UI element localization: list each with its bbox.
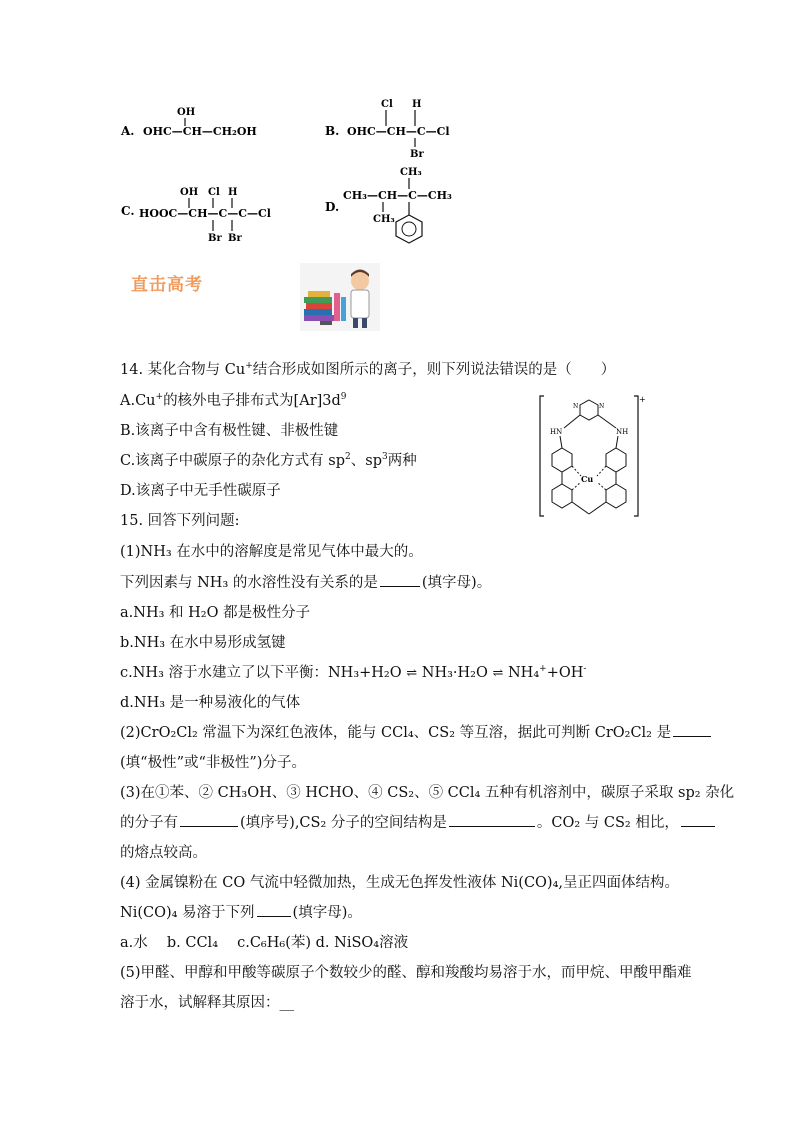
option-c-formula: HOOC—CH—C—C—Cl [139, 207, 271, 220]
option-b-formula: OHC—CH—C—Cl [347, 125, 450, 138]
option-c-br1: Br [208, 233, 222, 244]
structure-options [115, 95, 495, 255]
nh-label: NH [616, 428, 629, 436]
option-b-h: H [412, 99, 422, 110]
q15-part2b: (填“极性”或“非极性”)分子。 [120, 755, 306, 771]
q15-stem: 15. 回答下列问题: [120, 513, 240, 529]
option-d-ch3-bottom: CH₃ [373, 214, 395, 225]
hn-label: HN [550, 428, 563, 436]
option-d-label: D. [325, 200, 340, 214]
option-d-structure [325, 167, 452, 243]
equilibrium-arrow-1-icon: ⇌ [406, 665, 418, 681]
q14-option-a: A.Cu+的核外电子排布式为$[Ar]3d^9$ [120, 392, 347, 409]
option-b-structure [325, 99, 450, 160]
benzene-ring [396, 215, 422, 243]
scientist-illustration [300, 263, 380, 331]
option-c-label: C. [121, 204, 135, 218]
q15-part3: (3)在①苯、② CH₃OH、③ HCHO、④ CS₂、⑤ CCl₄ 五种有机溶剂中，碳原子采取 sp₂ 杂化 [120, 785, 735, 801]
option-a-structure [120, 107, 257, 138]
option-c-h: H [228, 187, 238, 198]
q15-part5b: 溶于水，试解释其原因：__ [120, 995, 294, 1011]
cu-complex-figure [538, 392, 646, 520]
answer-blank-4[interactable] [449, 813, 535, 827]
q14-stem: 14. 某化合物与 Cu+结合形成如图所示的离子，则下列说法错误的是（ ） [120, 361, 616, 378]
option-a-label: A. [121, 124, 135, 138]
q15-part4b: Ni(CO)₄ 易溶于下列 (填字母)。 [120, 905, 362, 921]
option-c-br2: Br [228, 233, 242, 244]
banner-title: 直击高考 [131, 275, 203, 295]
triazine-n2: N [599, 403, 605, 410]
q15-part1b: 下列因素与 NH₃ 的水溶性没有关系的是 (填字母)。 [120, 575, 492, 591]
q15-part4c: a.水 b. CCl₄ c.C₆H₆(苯) d. NiSO₄溶液 [120, 935, 409, 951]
cu-center: Cu [581, 474, 594, 484]
q14-option-d: D.该离子中无手性碳原子 [120, 483, 281, 499]
option-b-br: Br [410, 149, 424, 160]
triazine-n1: N [573, 403, 579, 410]
option-c-structure [121, 187, 271, 244]
q14-option-b: B.该离子中含有极性键、非极性键 [120, 423, 339, 439]
option-d-formula: CH₃—CH—C—CH₃ [343, 189, 452, 202]
q15-option-a: a.NH₃ 和 H₂O 都是极性分子 [120, 605, 311, 621]
q15-option-d: d.NH₃ 是一种易液化的气体 [120, 695, 301, 711]
option-b-cl: Cl [381, 99, 393, 110]
option-a-oh: OH [177, 107, 196, 118]
q15-part1: (1)NH₃ 在水中的溶解度是常见气体中最大的。 [120, 544, 423, 560]
option-d-ch3-top: CH₃ [400, 167, 422, 178]
answer-blank-2[interactable] [673, 723, 711, 737]
option-c-oh: OH [180, 187, 199, 198]
q15-part3c: 的熔点较高。 [120, 845, 207, 861]
q15-part3b: 的分子有 (填序号),CS₂ 分子的空间结构是 。CO₂ 与 CS₂ 相比， [120, 811, 717, 832]
q15-part4: (4) 金属镍粉在 CO 气流中轻微加热，生成无色挥发性液体 Ni(CO)₄,呈正四面体结构。 [120, 875, 679, 891]
q14-option-c: C.该离子中碳原子的杂化方式有 $sp^2$、$sp^3$两种 [120, 452, 417, 469]
q15-part2: (2)CrO₂Cl₂ 常温下为深红色液体，能与 CCl₄、CS₂ 等互溶，据此可判断 CrO₂Cl₂ 是 [120, 721, 713, 742]
q15-option-b: b.NH₃ 在水中易形成氢键 [120, 635, 286, 651]
q15-part5: (5)甲醛、甲醇和甲酸等碳原子个数较少的醛、醇和羧酸均易溶于水，而甲烷、甲酸甲酯难 [120, 965, 692, 981]
option-a-formula: OHC—CH—CH₂OH [143, 125, 257, 138]
option-c-cl: Cl [208, 187, 220, 198]
answer-blank-5[interactable] [681, 813, 715, 827]
ion-charge: + [639, 395, 646, 404]
equilibrium-arrow-2-icon: ⇌ [492, 665, 504, 681]
answer-blank-3[interactable] [180, 813, 238, 827]
answer-blank-1[interactable] [380, 573, 420, 587]
answer-blank-6[interactable] [257, 903, 291, 917]
q15-option-c: c.NH₃ 溶于水建立了以下平衡：NH₃+H₂O ⇌ NH₃·H₂O ⇌ NH₄++OH- [120, 664, 587, 681]
option-b-label: B. [325, 124, 340, 138]
